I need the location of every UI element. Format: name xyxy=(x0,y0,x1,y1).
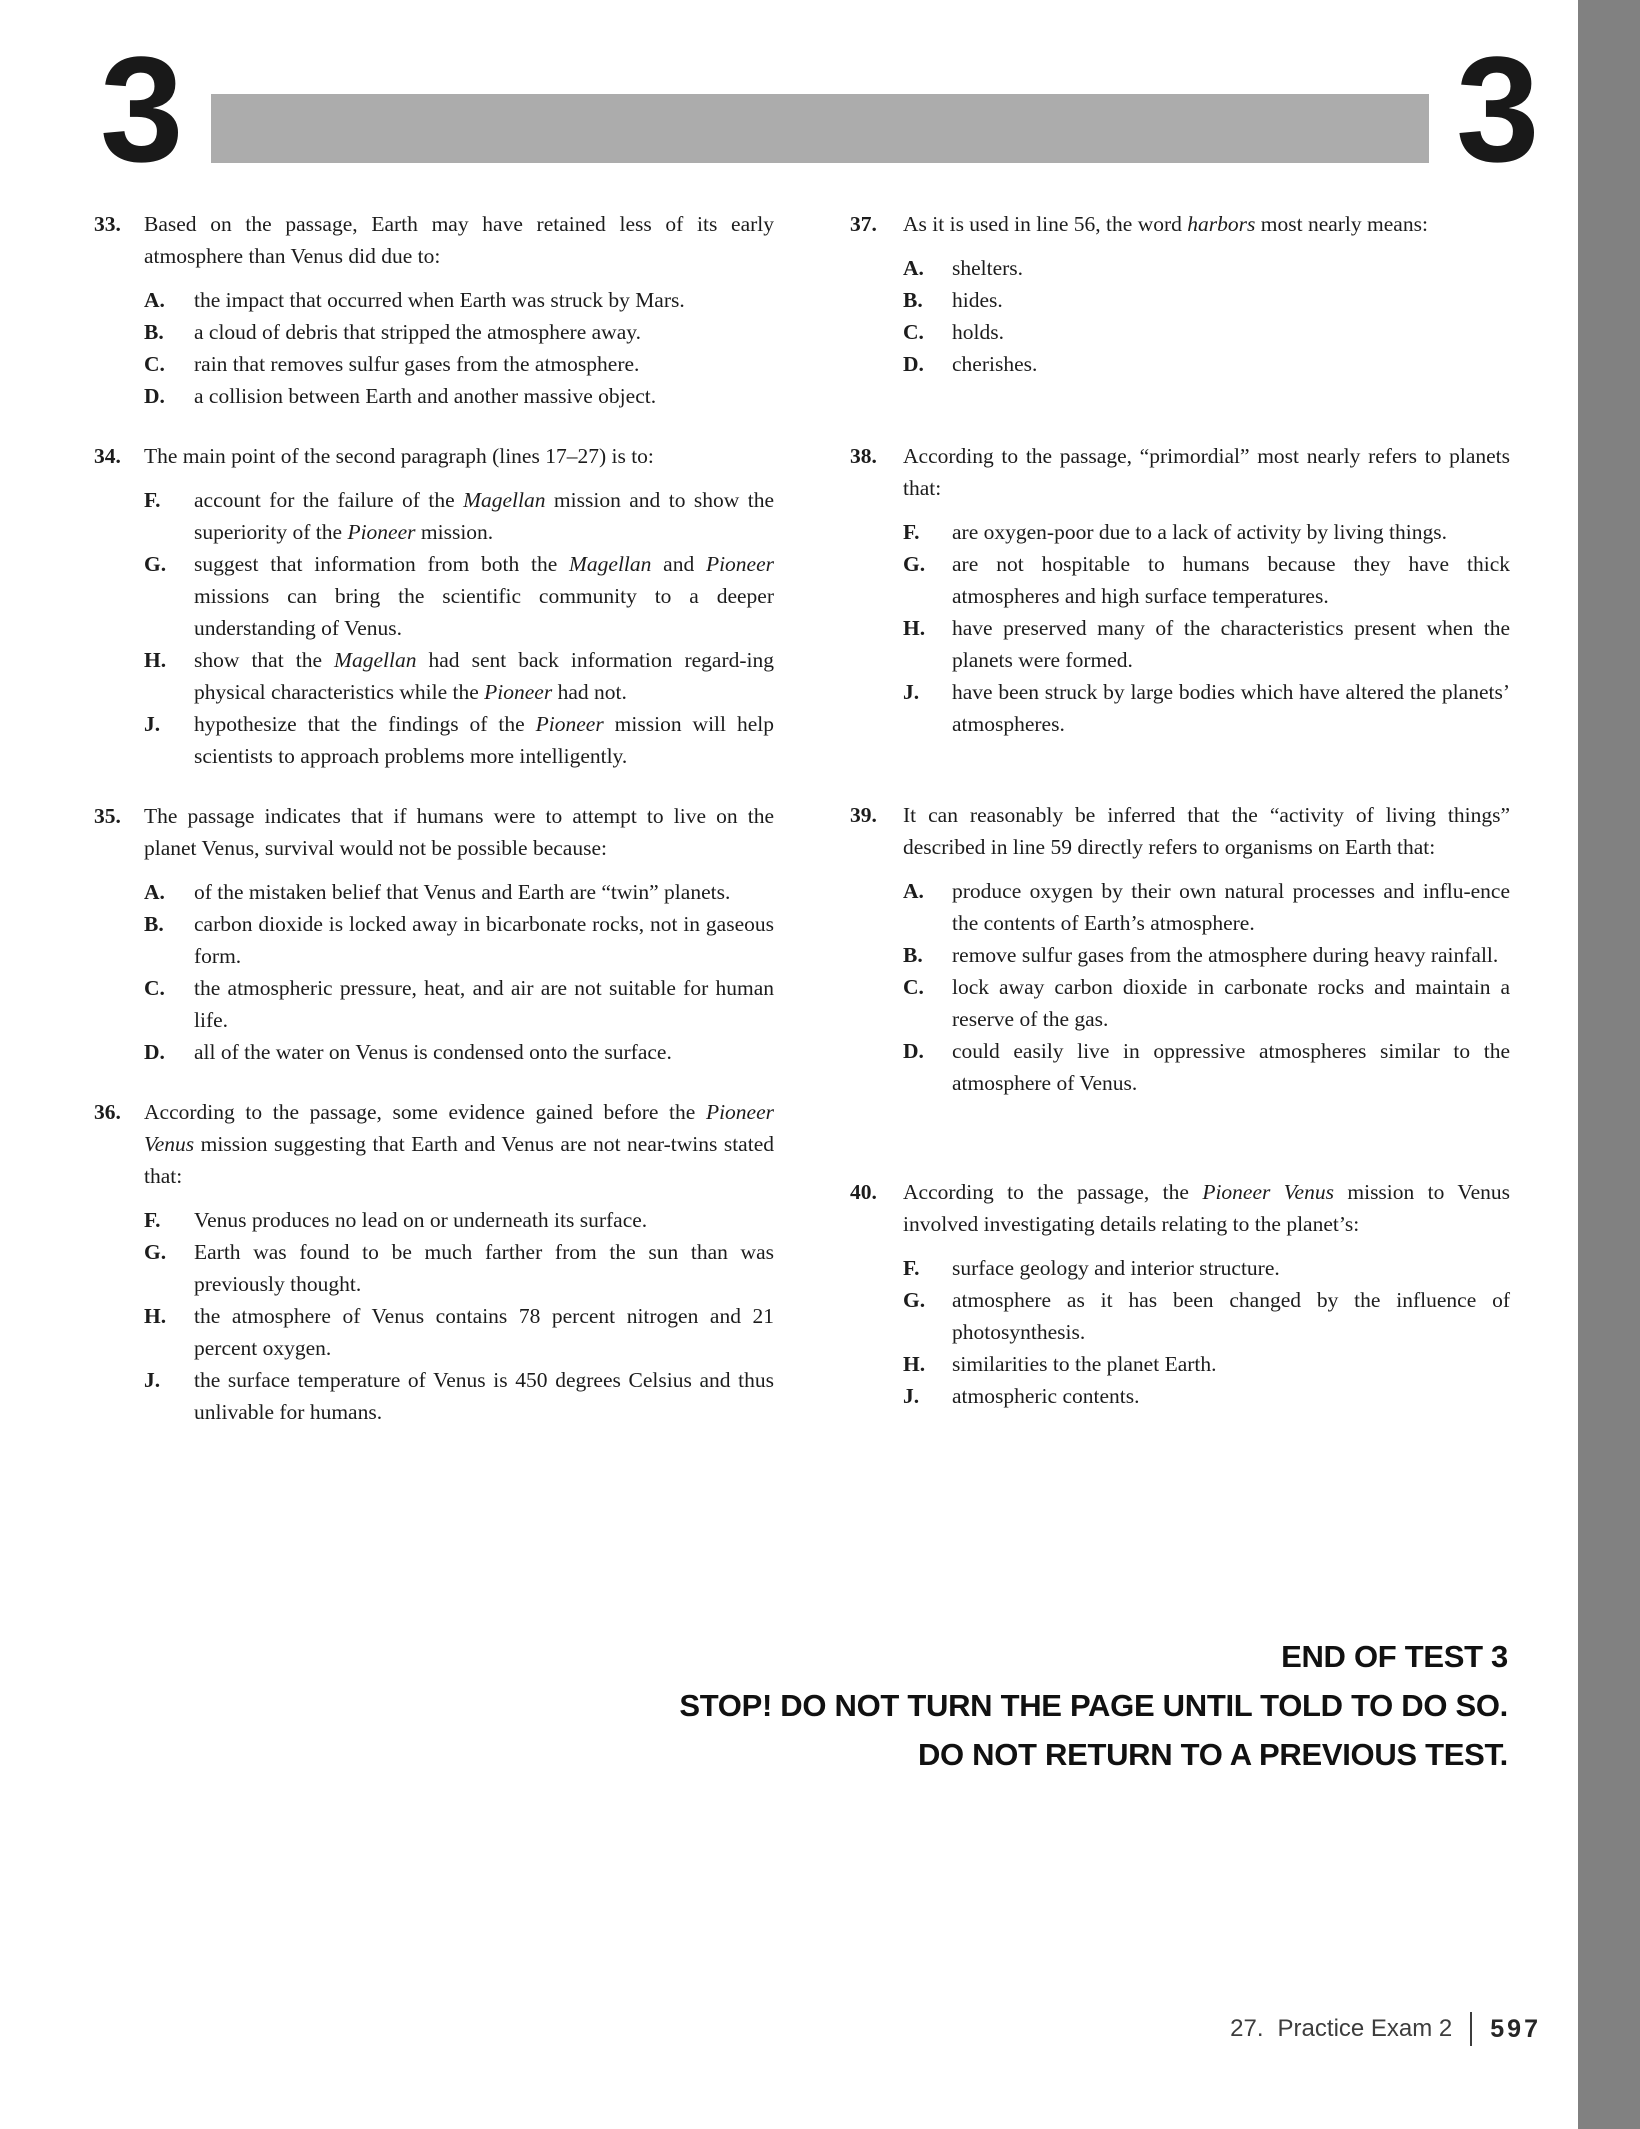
option-letter: F. xyxy=(903,520,920,544)
text-segment: atmospheric contents. xyxy=(952,1384,1140,1408)
question-number: 33. xyxy=(94,212,121,236)
option-G xyxy=(903,548,1510,612)
option-text xyxy=(952,971,1510,1035)
question-number: 36. xyxy=(94,1100,121,1124)
text-segment: have been struck by large bodies which have altered the planets’ atmospheres. xyxy=(952,680,1510,736)
option-text xyxy=(194,348,774,380)
option-F xyxy=(903,516,1510,548)
option-F xyxy=(144,484,774,548)
option-letter: J. xyxy=(144,1368,161,1392)
option-letter: H. xyxy=(144,1304,167,1328)
option-letter: F. xyxy=(144,1208,161,1232)
option-B xyxy=(903,939,1510,971)
option-C xyxy=(144,972,774,1036)
text-segment: The passage indicates that if humans were to attempt to live on the planet Venus, survival would not be possible because: xyxy=(144,804,774,860)
option-B xyxy=(903,284,1510,316)
option-letter: A. xyxy=(903,256,924,280)
question-stem xyxy=(144,440,774,472)
option-letter: G. xyxy=(903,1288,926,1312)
option-text xyxy=(952,516,1510,548)
chapter-number: 27. xyxy=(1230,2015,1264,2042)
italic-text: Pioneer Venus xyxy=(1202,1180,1334,1204)
italic-text: Magellan xyxy=(463,488,546,512)
text-segment: are oxygen-poor due to a lack of activity by living things. xyxy=(952,520,1447,544)
option-C xyxy=(903,971,1510,1035)
option-D xyxy=(903,348,1510,380)
test-section-numeral-right: 3 xyxy=(1456,25,1540,193)
option-text xyxy=(952,1035,1510,1099)
option-B xyxy=(144,908,774,972)
italic-text: Pioneer xyxy=(705,552,774,576)
question-stem xyxy=(144,208,774,272)
options-list xyxy=(903,516,1510,740)
italic-text: harbors xyxy=(1187,212,1256,236)
text-segment: mission suggesting that Earth and Venus are not near-twins stated that: xyxy=(144,1132,774,1188)
option-text xyxy=(952,252,1510,284)
text-segment: Venus produces no lead on or underneath its surface. xyxy=(194,1208,648,1232)
option-text xyxy=(194,644,774,708)
stop-warning-line: STOP! DO NOT TURN THE PAGE UNTIL TOLD TO DO SO. xyxy=(679,1688,1508,1723)
option-J xyxy=(903,1380,1510,1412)
italic-text: Magellan xyxy=(334,648,417,672)
option-D xyxy=(144,1036,774,1068)
option-D xyxy=(144,380,774,412)
question-number: 37. xyxy=(850,212,877,236)
option-text xyxy=(952,1348,1510,1380)
option-F xyxy=(144,1204,774,1236)
text-segment: mission will help scientists to approach problems more intelligently. xyxy=(194,712,774,768)
text-segment: had sent back information regard-ing physical characteristics while the xyxy=(194,648,774,704)
option-J xyxy=(144,1364,774,1428)
text-segment: lock away carbon dioxide in carbonate rocks and maintain a reserve of the gas. xyxy=(952,975,1510,1031)
option-text xyxy=(952,284,1510,316)
option-text xyxy=(194,484,774,548)
option-text xyxy=(194,1204,774,1236)
question-stem xyxy=(903,440,1510,504)
italic-text: Pioneer xyxy=(347,520,416,544)
text-segment: mission. xyxy=(415,520,494,544)
option-letter: J. xyxy=(903,680,920,704)
question-38 xyxy=(850,440,1510,740)
option-B xyxy=(144,316,774,348)
text-segment: the surface temperature of Venus is 450 degrees Celsius and thus unlivable for humans. xyxy=(194,1368,774,1424)
option-text xyxy=(952,316,1510,348)
option-text xyxy=(952,676,1510,740)
question-33 xyxy=(94,208,774,412)
option-H xyxy=(144,1300,774,1364)
options-list xyxy=(144,876,774,1068)
option-letter: D. xyxy=(903,1039,924,1063)
option-letter: A. xyxy=(144,880,165,904)
questions-column-right xyxy=(850,208,1510,1412)
text-segment: It can reasonably be inferred that the “activity of living things” described in line 59 directly refers to organisms on Earth that: xyxy=(903,803,1510,859)
option-text xyxy=(194,316,774,348)
text-segment: and xyxy=(651,552,706,576)
text-segment: the impact that occurred when Earth was struck by Mars. xyxy=(194,288,685,312)
option-text xyxy=(194,284,774,316)
page-number: 597 xyxy=(1490,2014,1541,2043)
options-list xyxy=(144,284,774,412)
text-segment: had not. xyxy=(552,680,627,704)
option-text xyxy=(952,1252,1510,1284)
option-letter: C. xyxy=(144,976,165,1000)
option-letter: B. xyxy=(903,288,923,312)
text-segment: hypothesize that the findings of the xyxy=(194,712,536,736)
question-stem xyxy=(903,799,1510,863)
option-C xyxy=(903,316,1510,348)
option-H xyxy=(144,644,774,708)
text-segment: As it is used in line 56, the word xyxy=(903,212,1188,236)
text-segment: show that the xyxy=(194,648,335,672)
option-letter: F. xyxy=(903,1256,920,1280)
text-segment: According to the passage, some evidence gained before the xyxy=(144,1100,706,1124)
text-segment: Earth was found to be much farther from the sun than was previously thought. xyxy=(194,1240,774,1296)
option-A xyxy=(903,252,1510,284)
question-number: 40. xyxy=(850,1180,877,1204)
text-segment: The main point of the second paragraph (lines 17–27) is to: xyxy=(144,444,654,468)
options-list xyxy=(144,1204,774,1428)
option-text xyxy=(952,875,1510,939)
option-F xyxy=(903,1252,1510,1284)
option-letter: G. xyxy=(144,552,167,576)
text-segment: suggest that information from both the xyxy=(194,552,569,576)
text-segment: missions can bring the scientific community to a deeper understanding of Venus. xyxy=(194,584,774,640)
option-A xyxy=(144,876,774,908)
text-segment: similarities to the planet Earth. xyxy=(952,1352,1217,1376)
text-segment: carbon dioxide is locked away in bicarbonate rocks, not in gaseous form. xyxy=(194,912,774,968)
question-stem xyxy=(144,800,774,864)
options-list xyxy=(144,484,774,772)
text-segment: mission and to show the superiority of the xyxy=(194,488,774,544)
option-H xyxy=(903,612,1510,676)
italic-text: Pioneer Venus xyxy=(144,1100,774,1156)
text-segment: the atmospheric pressure, heat, and air are not suitable for human life. xyxy=(194,976,774,1032)
text-segment: are not hospitable to humans because they have thick atmospheres and high surface temperatures. xyxy=(952,552,1510,608)
option-C xyxy=(144,348,774,380)
page-footer xyxy=(1230,2012,1541,2046)
end-of-test-line: END OF TEST 3 xyxy=(1281,1639,1508,1674)
options-list xyxy=(903,1252,1510,1412)
option-letter: D. xyxy=(903,352,924,376)
italic-text: Magellan xyxy=(569,552,652,576)
text-segment: remove sulfur gases from the atmosphere during heavy rainfall. xyxy=(952,943,1499,967)
question-40 xyxy=(850,1176,1510,1412)
end-of-test-block xyxy=(679,1632,1508,1779)
option-A xyxy=(903,875,1510,939)
options-list xyxy=(903,875,1510,1099)
option-text xyxy=(194,1236,774,1300)
option-letter: B. xyxy=(144,912,164,936)
italic-text: Pioneer xyxy=(535,712,604,736)
italic-text: Pioneer xyxy=(484,680,553,704)
text-segment: mission to Venus involved investigating details relating to the planet’s: xyxy=(903,1180,1510,1236)
question-number: 35. xyxy=(94,804,121,828)
option-text xyxy=(194,1036,774,1068)
text-segment: holds. xyxy=(952,320,1004,344)
option-letter: C. xyxy=(903,320,924,344)
text-segment: of the mistaken belief that Venus and Earth are “twin” planets. xyxy=(194,880,731,904)
option-letter: H. xyxy=(144,648,167,672)
option-G xyxy=(144,548,774,644)
option-text xyxy=(952,348,1510,380)
options-list xyxy=(903,252,1510,380)
page-edge-strip xyxy=(1578,0,1640,2129)
no-return-line: DO NOT RETURN TO A PREVIOUS TEST. xyxy=(917,1737,1508,1772)
option-text xyxy=(194,908,774,972)
option-text xyxy=(194,1364,774,1428)
option-D xyxy=(903,1035,1510,1099)
text-segment: produce oxygen by their own natural processes and influ-ence the contents of Earth’s atmosphere. xyxy=(952,879,1510,935)
option-letter: D. xyxy=(144,1040,165,1064)
option-letter: J. xyxy=(144,712,161,736)
text-segment: most nearly means: xyxy=(1255,212,1428,236)
header-bar xyxy=(211,94,1429,163)
option-letter: D. xyxy=(144,384,165,408)
option-text xyxy=(194,380,774,412)
option-text xyxy=(194,548,774,644)
option-G xyxy=(903,1284,1510,1348)
question-stem xyxy=(903,1176,1510,1240)
option-text xyxy=(194,1300,774,1364)
question-34 xyxy=(94,440,774,772)
option-text xyxy=(952,548,1510,612)
option-text xyxy=(952,1380,1510,1412)
option-G xyxy=(144,1236,774,1300)
text-segment: rain that removes sulfur gases from the atmosphere. xyxy=(194,352,640,376)
text-segment: atmosphere as it has been changed by the influence of photosynthesis. xyxy=(952,1288,1510,1344)
option-letter: B. xyxy=(144,320,164,344)
text-segment: According to the passage, “primordial” most nearly refers to planets that: xyxy=(903,444,1510,500)
option-letter: F. xyxy=(144,488,161,512)
text-segment: Based on the passage, Earth may have retained less of its early atmosphere than Venus did due to: xyxy=(144,212,774,268)
option-letter: C. xyxy=(903,975,924,999)
question-35 xyxy=(94,800,774,1068)
option-letter: H. xyxy=(903,1352,926,1376)
test-section-numeral-left: 3 xyxy=(100,25,184,193)
text-segment: all of the water on Venus is condensed onto the surface. xyxy=(194,1040,672,1064)
option-letter: G. xyxy=(144,1240,167,1264)
option-letter: H. xyxy=(903,616,926,640)
text-segment: hides. xyxy=(952,288,1003,312)
option-letter: J. xyxy=(903,1384,920,1408)
text-segment: According to the passage, the xyxy=(903,1180,1203,1204)
option-H xyxy=(903,1348,1510,1380)
text-segment: could easily live in oppressive atmospheres similar to the atmosphere of Venus. xyxy=(952,1039,1510,1095)
book-section-title: Practice Exam 2 xyxy=(1277,2015,1453,2042)
option-text xyxy=(952,612,1510,676)
option-text xyxy=(194,972,774,1036)
option-letter: A. xyxy=(903,879,924,903)
text-segment: surface geology and interior structure. xyxy=(952,1256,1280,1280)
option-J xyxy=(144,708,774,772)
option-text xyxy=(952,939,1510,971)
questions-column-left xyxy=(94,208,774,1428)
option-A xyxy=(144,284,774,316)
text-segment: account for the failure of the xyxy=(194,488,464,512)
text-segment: the atmosphere of Venus contains 78 percent nitrogen and 21 percent oxygen. xyxy=(194,1304,774,1360)
question-number: 38. xyxy=(850,444,877,468)
question-37 xyxy=(850,208,1510,380)
footer-divider xyxy=(1470,2012,1472,2046)
text-segment: have preserved many of the characteristics present when the planets were formed. xyxy=(952,616,1510,672)
text-segment: shelters. xyxy=(952,256,1024,280)
option-letter: C. xyxy=(144,352,165,376)
option-text xyxy=(194,708,774,772)
option-letter: G. xyxy=(903,552,926,576)
question-stem xyxy=(903,208,1510,240)
text-segment: a collision between Earth and another massive object. xyxy=(194,384,657,408)
option-letter: B. xyxy=(903,943,923,967)
text-segment: cherishes. xyxy=(952,352,1038,376)
option-text xyxy=(952,1284,1510,1348)
text-segment: a cloud of debris that stripped the atmosphere away. xyxy=(194,320,641,344)
option-letter: A. xyxy=(144,288,165,312)
question-39 xyxy=(850,799,1510,1099)
question-36 xyxy=(94,1096,774,1428)
option-text xyxy=(194,876,774,908)
option-J xyxy=(903,676,1510,740)
question-number: 34. xyxy=(94,444,121,468)
question-number: 39. xyxy=(850,803,877,827)
question-stem xyxy=(144,1096,774,1192)
